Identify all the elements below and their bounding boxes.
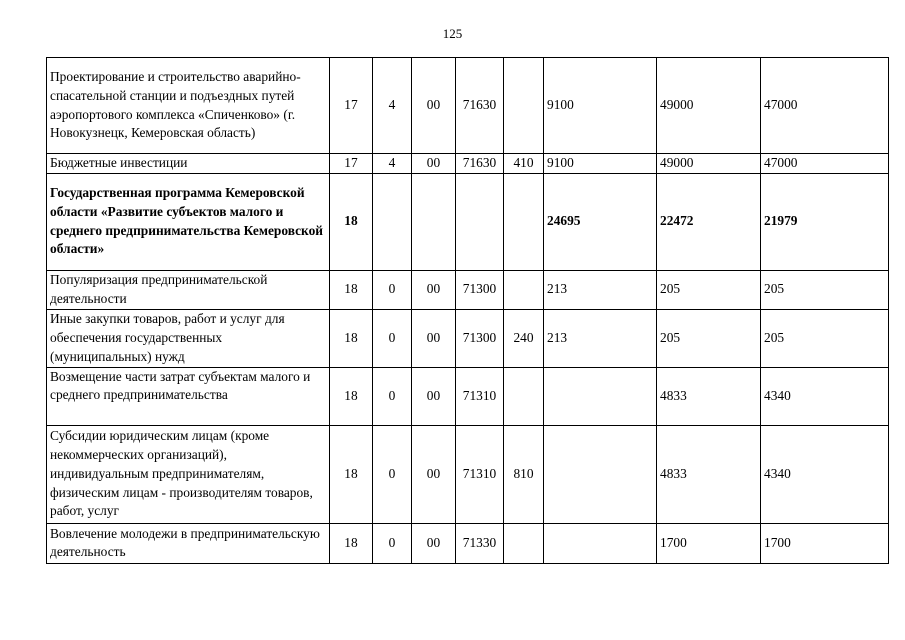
row-code-2: 0 xyxy=(373,270,412,309)
row-name: Государственная программа Кемеровской области «Развитие субъектов малого и среднего предпринимательства Кемеровской области» xyxy=(47,173,330,270)
row-value-3: 4340 xyxy=(761,367,889,425)
budget-table xyxy=(46,57,889,564)
row-value-2: 205 xyxy=(657,309,761,367)
row-code-3: 00 xyxy=(412,270,456,309)
row-code-3 xyxy=(412,173,456,270)
row-name: Иные закупки товаров, работ и услуг для обеспечения государственных (муниципальных) нужд xyxy=(47,309,330,367)
row-code-5 xyxy=(504,523,544,563)
row-code-3: 00 xyxy=(412,309,456,367)
row-value-1 xyxy=(544,425,657,523)
row-code-2: 0 xyxy=(373,523,412,563)
row-code-2: 4 xyxy=(373,58,412,154)
row-code-1: 18 xyxy=(330,523,373,563)
row-code-2: 0 xyxy=(373,425,412,523)
table-row xyxy=(47,173,889,270)
row-code-3: 00 xyxy=(412,154,456,174)
row-code-4: 71300 xyxy=(456,270,504,309)
table-row xyxy=(47,154,889,174)
row-value-3: 21979 xyxy=(761,173,889,270)
row-value-2: 1700 xyxy=(657,523,761,563)
row-name: Проектирование и строительство аварийно-спасательной станции и подъездных путей аэропортового комплекса «Спиченково» (г. Новокузнецк, Кемеровская область) xyxy=(47,58,330,154)
row-code-2: 0 xyxy=(373,309,412,367)
row-code-3: 00 xyxy=(412,58,456,154)
row-code-5: 410 xyxy=(504,154,544,174)
row-code-5 xyxy=(504,367,544,425)
row-value-2: 4833 xyxy=(657,367,761,425)
row-code-4 xyxy=(456,173,504,270)
row-name: Популяризация предпринимательской деятельности xyxy=(47,270,330,309)
table-row xyxy=(47,270,889,309)
row-code-4: 71310 xyxy=(456,425,504,523)
row-value-3: 205 xyxy=(761,309,889,367)
row-value-1 xyxy=(544,367,657,425)
row-code-4: 71300 xyxy=(456,309,504,367)
row-value-2: 49000 xyxy=(657,154,761,174)
row-value-2: 4833 xyxy=(657,425,761,523)
row-code-5: 240 xyxy=(504,309,544,367)
table-row xyxy=(47,58,889,154)
row-value-3: 4340 xyxy=(761,425,889,523)
row-name: Вовлечение молодежи в предпринимательскую деятельность xyxy=(47,523,330,563)
row-name: Бюджетные инвестиции xyxy=(47,154,330,174)
row-name: Возмещение части затрат субъектам малого и среднего предпринимательства xyxy=(47,367,330,425)
row-code-2 xyxy=(373,173,412,270)
row-value-1 xyxy=(544,523,657,563)
row-value-3: 47000 xyxy=(761,154,889,174)
row-code-5: 810 xyxy=(504,425,544,523)
row-code-1: 18 xyxy=(330,425,373,523)
row-value-3: 205 xyxy=(761,270,889,309)
row-value-3: 47000 xyxy=(761,58,889,154)
row-value-3: 1700 xyxy=(761,523,889,563)
row-value-1: 9100 xyxy=(544,58,657,154)
row-code-1: 18 xyxy=(330,173,373,270)
row-code-1: 17 xyxy=(330,154,373,174)
row-code-2: 0 xyxy=(373,367,412,425)
row-code-3: 00 xyxy=(412,523,456,563)
row-code-1: 18 xyxy=(330,270,373,309)
row-code-4: 71630 xyxy=(456,58,504,154)
row-code-1: 18 xyxy=(330,367,373,425)
row-code-1: 17 xyxy=(330,58,373,154)
row-code-5 xyxy=(504,58,544,154)
row-code-5 xyxy=(504,173,544,270)
row-code-4: 71630 xyxy=(456,154,504,174)
table-row xyxy=(47,425,889,523)
row-value-2: 22472 xyxy=(657,173,761,270)
row-code-4: 71310 xyxy=(456,367,504,425)
table-row xyxy=(47,367,889,425)
row-code-3: 00 xyxy=(412,425,456,523)
row-code-3: 00 xyxy=(412,367,456,425)
row-value-2: 49000 xyxy=(657,58,761,154)
row-code-4: 71330 xyxy=(456,523,504,563)
row-code-1: 18 xyxy=(330,309,373,367)
row-value-1: 9100 xyxy=(544,154,657,174)
row-value-1: 213 xyxy=(544,309,657,367)
row-value-1: 213 xyxy=(544,270,657,309)
row-code-2: 4 xyxy=(373,154,412,174)
page-number: 125 xyxy=(442,26,463,41)
table-row xyxy=(47,523,889,563)
row-name: Субсидии юридическим лицам (кроме некоммерческих организаций), индивидуальным предпринимателям, физическим лицам - производителям товаров, работ, услуг xyxy=(47,425,330,523)
row-code-5 xyxy=(504,270,544,309)
table-row xyxy=(47,309,889,367)
row-value-1: 24695 xyxy=(544,173,657,270)
row-value-2: 205 xyxy=(657,270,761,309)
